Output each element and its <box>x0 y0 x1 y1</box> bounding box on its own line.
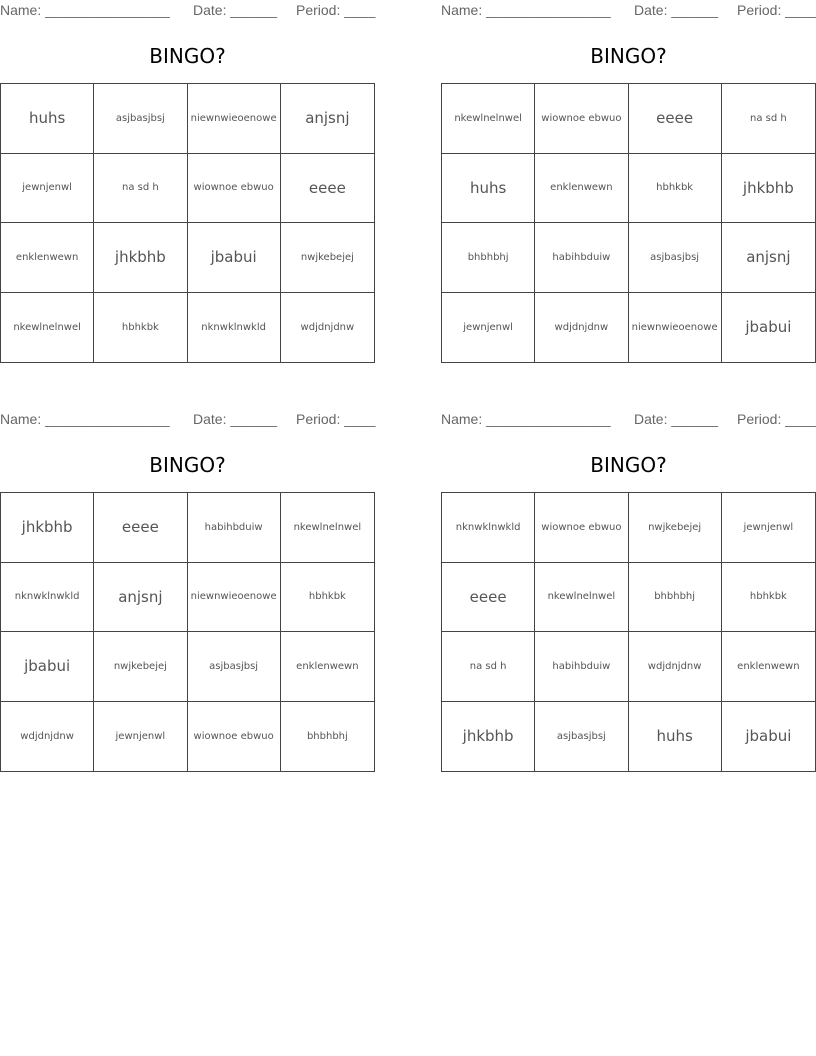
date-field-label: Date: ______ <box>193 2 278 18</box>
bingo-cell: nkewlnelnwel <box>1 293 94 363</box>
bingo-cell: eeee <box>629 84 722 154</box>
bingo-cell: habihbduiw <box>188 493 281 563</box>
bingo-grid <box>0 83 375 363</box>
period-field-label: Period: ____ <box>737 2 816 18</box>
bingo-cell: niewnwieoenowe <box>629 293 722 363</box>
name-field-label: Name: ________________ <box>0 2 170 18</box>
bingo-cell: enklenwewn <box>281 632 374 702</box>
date-field-label: Date: ______ <box>634 411 719 427</box>
card-header <box>441 0 816 22</box>
bingo-cell: jewnjenwl <box>722 493 815 563</box>
bingo-cell: huhs <box>629 702 722 772</box>
bingo-cell: bhbhbhj <box>306 730 348 742</box>
bingo-cell: bhbhbhj <box>629 563 722 633</box>
card-title: BINGO? <box>590 453 667 477</box>
bingo-cell: nknwklnwkld <box>1 563 94 633</box>
bingo-cell: jbabui <box>188 223 281 293</box>
bingo-cell: hbhkbk <box>629 154 722 224</box>
card-header <box>0 409 375 431</box>
bingo-cell: wiownoe ebwuo <box>535 493 628 563</box>
bingo-cell: niewnwieoenowe <box>188 84 281 154</box>
bingo-cell: hbhkbk <box>94 293 187 363</box>
bingo-cell: nkewlnelnwel <box>442 84 535 154</box>
bingo-cell: bhbhbhj <box>442 223 535 293</box>
card-title: BINGO? <box>149 44 226 68</box>
bingo-cell: enklenwewn <box>535 154 628 224</box>
bingo-cell: asjbasjbsj <box>629 223 722 293</box>
bingo-cell: nwjkebejej <box>281 223 374 293</box>
bingo-grid <box>441 83 816 363</box>
bingo-cell: habihbduiw <box>535 223 628 293</box>
bingo-cell: nkewlnelnwel <box>281 493 374 563</box>
bingo-card-3 <box>0 409 376 742</box>
bingo-cell: asjbasjbsj <box>94 84 187 154</box>
bingo-cell: nkewlnelnwel <box>535 563 628 633</box>
date-field-label: Date: ______ <box>193 411 278 427</box>
bingo-cell: nknwklnwkld <box>188 293 281 363</box>
bingo-grid <box>0 492 375 772</box>
period-field-label: Period: ____ <box>737 411 816 427</box>
bingo-cell: asjbasjbsj <box>535 702 628 772</box>
bingo-cell: jewnjenwl <box>1 154 94 224</box>
bingo-card-4 <box>441 409 816 746</box>
bingo-cell: jhkbhb <box>94 223 187 293</box>
bingo-cell: nknwklnwkld <box>442 493 535 563</box>
bingo-cell: wdjdnjdnw <box>1 702 94 772</box>
name-field-label: Name: ________________ <box>0 411 170 427</box>
date-field-label: Date: ______ <box>634 2 719 18</box>
bingo-cell: wdjdnjdnw <box>300 321 355 333</box>
bingo-cell: anjsnj <box>281 84 374 154</box>
name-field-label: Name: ________________ <box>441 2 611 18</box>
bingo-cell: jewnjenwl <box>94 702 187 772</box>
bingo-cell: jbabui <box>745 727 792 746</box>
bingo-cell: anjsnj <box>94 563 187 633</box>
bingo-card-2 <box>441 0 816 337</box>
bingo-cell: eeee <box>281 154 374 224</box>
bingo-cell: huhs <box>442 154 535 224</box>
period-field-label: Period: ____ <box>296 411 376 427</box>
bingo-cell: enklenwewn <box>722 632 815 702</box>
bingo-cell: niewnwieoenowe <box>188 563 281 633</box>
bingo-cell: enklenwewn <box>1 223 94 293</box>
period-field-label: Period: ____ <box>296 2 376 18</box>
bingo-cell: wiownoe ebwuo <box>535 84 628 154</box>
card-header <box>0 0 375 22</box>
bingo-cell: asjbasjbsj <box>188 632 281 702</box>
bingo-cell: na sd h <box>722 84 815 154</box>
bingo-cell: eeee <box>94 493 187 563</box>
bingo-cell: na sd h <box>94 154 187 224</box>
bingo-cell: jhkbhb <box>1 493 94 563</box>
name-field-label: Name: ________________ <box>441 411 611 427</box>
bingo-cell: jbabui <box>745 318 792 337</box>
bingo-cell: wiownoe ebwuo <box>188 702 281 772</box>
bingo-grid <box>441 492 816 772</box>
bingo-cell: nwjkebejej <box>94 632 187 702</box>
bingo-cell: jbabui <box>1 632 94 702</box>
bingo-cell: jhkbhb <box>442 702 535 772</box>
bingo-cell: wiownoe ebwuo <box>188 154 281 224</box>
bingo-cell: anjsnj <box>722 223 815 293</box>
card-title: BINGO? <box>149 453 226 477</box>
bingo-cell: wdjdnjdnw <box>535 293 628 363</box>
bingo-cell: jewnjenwl <box>442 293 535 363</box>
bingo-cell: jhkbhb <box>722 154 815 224</box>
bingo-cell: eeee <box>442 563 535 633</box>
bingo-cell: huhs <box>1 84 94 154</box>
bingo-cell: na sd h <box>442 632 535 702</box>
bingo-cell: habihbduiw <box>535 632 628 702</box>
bingo-cell: hbhkbk <box>281 563 374 633</box>
bingo-card-1 <box>0 0 376 333</box>
bingo-cell: nwjkebejej <box>629 493 722 563</box>
bingo-cell: hbhkbk <box>722 563 815 633</box>
bingo-cell: wdjdnjdnw <box>629 632 722 702</box>
card-header <box>441 409 816 431</box>
card-title: BINGO? <box>590 44 667 68</box>
